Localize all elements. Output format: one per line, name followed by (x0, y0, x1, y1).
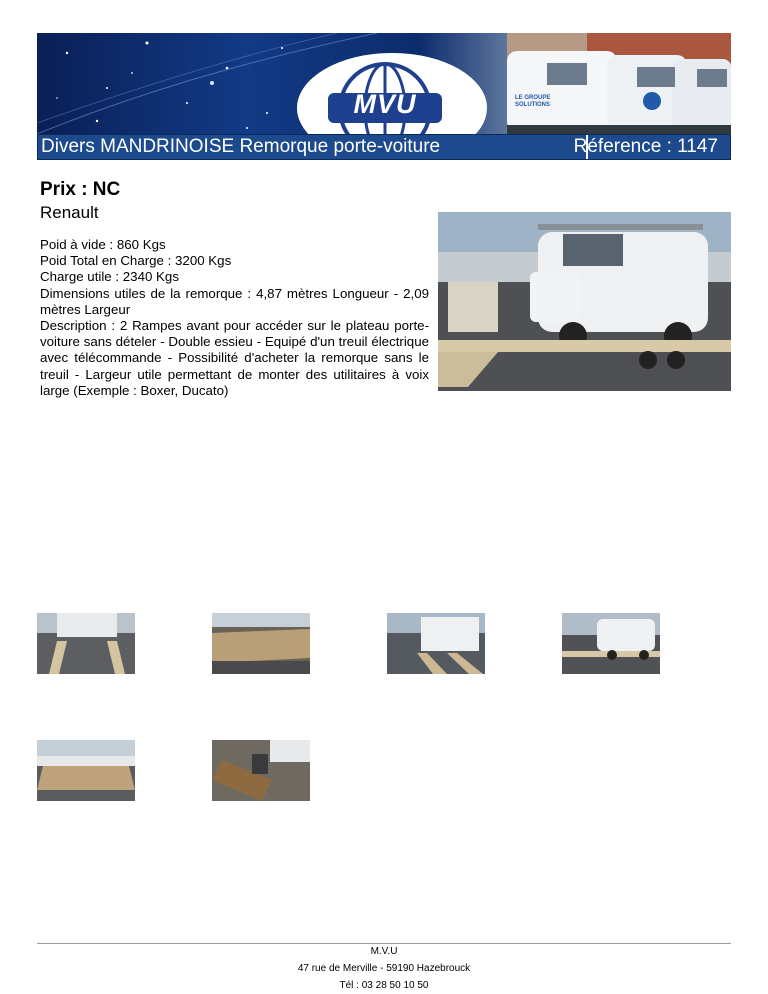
listing-title: Divers MANDRINOISE Remorque porte-voiture (41, 136, 441, 157)
deck-photo (212, 613, 310, 674)
thumbnail-4[interactable] (562, 613, 660, 674)
logo-text: MVU (353, 89, 417, 119)
vans-photo (507, 33, 731, 134)
thumbnail-5[interactable] (37, 740, 135, 801)
footer-company: M.V.U (370, 946, 398, 957)
van-caption: LE GROUPE SOLUTIONS (515, 95, 551, 108)
price: Prix : NC (40, 179, 121, 200)
winch-photo (212, 740, 310, 801)
spec-gross-weight: Poid Total en Charge : 3200 Kgs (40, 253, 232, 269)
ramps-photo (37, 613, 135, 674)
brand: Renault (40, 203, 99, 222)
spec-payload: Charge utile : 2340 Kgs (40, 269, 179, 285)
thumbnail-6[interactable] (212, 740, 310, 801)
thumbnail-3[interactable] (387, 613, 485, 674)
main-photo[interactable] (438, 212, 731, 391)
thumbnail-2[interactable] (212, 613, 310, 674)
reference-number: Réference : 1147 (573, 136, 718, 157)
footer-phone: Tél : 03 28 50 10 50 (339, 980, 429, 991)
footer-divider (37, 943, 731, 944)
title-bar (37, 134, 731, 160)
spec-empty-weight: Poid à vide : 860 Kgs (40, 237, 166, 252)
trailer-with-van-illustration (438, 212, 731, 391)
footer-address: 47 rue de Merville - 59190 Hazebrouck (297, 963, 471, 974)
spec-dimensions: Dimensions utiles de la remorque : 4,87 mètres Longueur - 2,09 mètres Largeur (40, 285, 429, 317)
flatbed-photo (37, 740, 135, 801)
loaded-van-photo (562, 613, 660, 674)
spec-list (40, 237, 429, 399)
rear-view-photo (387, 613, 485, 674)
thumbnail-1[interactable] (37, 613, 135, 674)
spec-description: Description : 2 Rampes avant pour accéder sur le plateau porte-voiture sans dételer - Double essieu - Equipé d'un treuil électrique avec télécommande - Possibilité d'acheter la remorque sans le treuil - Largeur utile permettant de monter des utilitaires à voix large (Exemple : Boxer, Ducato) (40, 318, 429, 398)
header-banner (37, 33, 731, 134)
